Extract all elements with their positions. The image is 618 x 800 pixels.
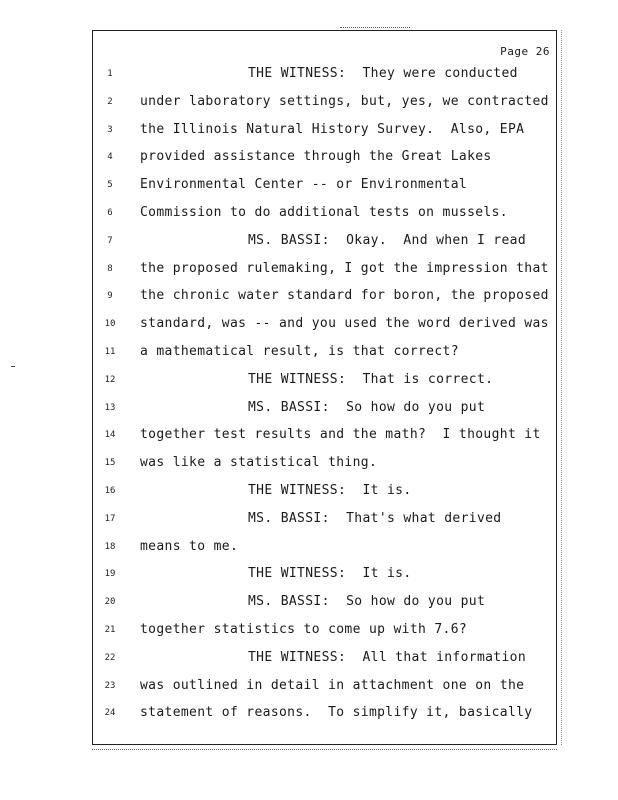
line-number: 18 xyxy=(104,541,116,552)
line-text: standard, was -- and you used the word derived was xyxy=(140,316,549,332)
transcript-page xyxy=(92,30,557,745)
line-number: 24 xyxy=(104,708,116,719)
line-text: together statistics to come up with 7.6? xyxy=(140,622,468,637)
line-number: 22 xyxy=(104,652,116,663)
line-number: 17 xyxy=(104,513,116,524)
line-number: 14 xyxy=(104,430,116,441)
transcript-line xyxy=(93,148,556,166)
transcript-line xyxy=(93,93,556,111)
line-number: 11 xyxy=(104,347,116,357)
scan-bottom-edge xyxy=(92,749,557,750)
transcript-line xyxy=(93,565,556,583)
transcript-line xyxy=(93,65,556,83)
line-number: 3 xyxy=(107,124,113,135)
scan-speck xyxy=(11,366,15,367)
line-text: was like a statistical thing. xyxy=(140,455,378,471)
line-text: a mathematical result, is that correct? xyxy=(140,344,459,359)
transcript-line xyxy=(93,677,556,695)
transcript-line xyxy=(93,482,556,500)
transcript-line xyxy=(93,315,556,333)
line-number: 9 xyxy=(107,291,113,302)
transcript-line xyxy=(93,121,556,139)
line-text: THE WITNESS: They were conducted xyxy=(248,66,518,81)
transcript-line xyxy=(93,510,556,528)
line-text: the proposed rulemaking, I got the impression that xyxy=(140,260,549,276)
line-number: 8 xyxy=(107,263,113,274)
line-number: 5 xyxy=(107,180,113,191)
line-number: 12 xyxy=(104,374,116,385)
transcript-line xyxy=(93,343,556,361)
page-number: Page 26 xyxy=(500,45,550,58)
line-text: THE WITNESS: It is. xyxy=(248,566,412,582)
line-number: 2 xyxy=(107,96,113,107)
line-text: provided assistance through the Great Lakes xyxy=(140,149,492,165)
line-text: MS. BASSI: So how do you put xyxy=(248,399,486,415)
line-number: 20 xyxy=(104,597,116,608)
line-text: the Illinois Natural History Survey. Also, EPA xyxy=(140,121,525,137)
line-text: MS. BASSI: So how do you put xyxy=(248,594,486,610)
transcript-line xyxy=(93,593,556,611)
line-text: Environmental Center -- or Environmental xyxy=(140,177,468,193)
line-number: 15 xyxy=(104,458,116,469)
line-number: 7 xyxy=(107,235,113,246)
transcript-line xyxy=(93,621,556,639)
transcript-line xyxy=(93,649,556,667)
transcript-line xyxy=(93,454,556,472)
line-number: 13 xyxy=(104,402,116,413)
line-text: MS. BASSI: Okay. And when I read xyxy=(248,232,527,248)
transcript-line xyxy=(93,704,556,722)
line-text: THE WITNESS: That is correct. xyxy=(248,371,494,387)
line-number: 19 xyxy=(104,569,116,580)
scan-right-edge xyxy=(561,30,562,745)
line-number: 6 xyxy=(107,208,113,218)
transcript-line xyxy=(93,204,556,222)
line-text: THE WITNESS: It is. xyxy=(248,483,412,498)
transcript-line xyxy=(93,538,556,556)
transcript-line xyxy=(93,371,556,389)
line-number: 23 xyxy=(104,680,116,691)
transcript-line xyxy=(93,260,556,278)
line-number: 1 xyxy=(107,69,113,79)
line-text: under laboratory settings, but, yes, we contracted xyxy=(140,93,549,109)
line-text: Commission to do additional tests on mussels. xyxy=(140,205,508,220)
transcript-line xyxy=(93,232,556,250)
scan-top-mark xyxy=(340,27,410,28)
line-text: means to me. xyxy=(140,538,239,554)
transcript-line xyxy=(93,176,556,194)
line-text: together test results and the math? I thought it xyxy=(140,427,541,443)
transcript-line xyxy=(93,399,556,417)
line-text: was outlined in detail in attachment one on the xyxy=(140,677,525,693)
line-number: 16 xyxy=(104,486,116,496)
transcript-line xyxy=(93,426,556,444)
line-number: 10 xyxy=(104,319,116,330)
line-text: statement of reasons. To simplify it, basically xyxy=(140,705,533,721)
line-text: THE WITNESS: All that information xyxy=(248,649,527,665)
line-number: 4 xyxy=(107,152,113,163)
line-number: 21 xyxy=(104,625,116,635)
line-text: MS. BASSI: That's what derived xyxy=(248,510,502,526)
line-text: the chronic water standard for boron, the proposed xyxy=(140,288,549,304)
transcript-line xyxy=(93,287,556,305)
